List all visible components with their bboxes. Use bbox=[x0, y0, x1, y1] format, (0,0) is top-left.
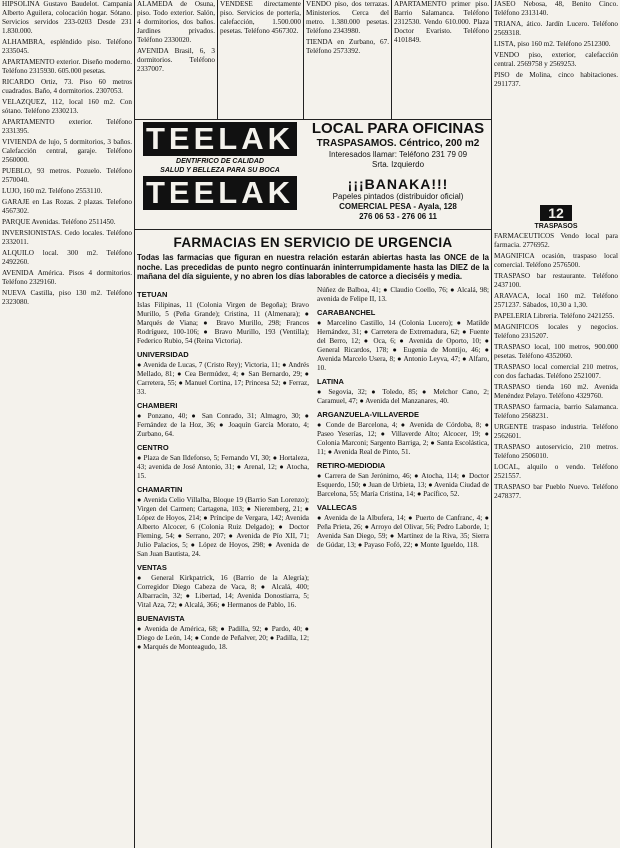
ad-entry: GARAJE en Las Rozas. 2 plazas. Telefono 4567302. bbox=[2, 198, 132, 215]
banaka-address: COMERCIAL PESA - Ayala, 128 bbox=[339, 202, 457, 211]
column-rule bbox=[303, 0, 304, 120]
ad-entry: PUEBLO, 93 metros. Pozuelo. Teléfono 2570040. bbox=[2, 167, 132, 184]
district-list: ● Ponzano, 40; ● San Conrado, 31; Almagro, 30; ● Fernández de la Hoz, 36; ● Joaquín García Morato, 4; Zurbano, 64. bbox=[137, 411, 309, 438]
ad-entry: LISTA, piso 160 m2. Teléfono 2512300. bbox=[494, 40, 611, 48]
ad-entry: APARTAMENTO exterior. Diseño moderno. Teléfono 2315930. 605.000 pesetas. bbox=[2, 58, 132, 75]
district-heading: LATINA bbox=[317, 376, 344, 386]
teelak-tagline: DENTIFRICO DE CALIDAD bbox=[176, 158, 264, 165]
district-heading: VENTAS bbox=[137, 562, 167, 572]
teelak-tagline: SALUD Y BELLEZA PARA SU BOCA bbox=[160, 167, 280, 174]
teelak-brand-bottom: TEELAK bbox=[143, 176, 297, 210]
section-number: 12 bbox=[540, 205, 572, 221]
farmacias-right-column bbox=[317, 286, 489, 654]
column-rule bbox=[391, 0, 392, 120]
district-heading: CHAMARTIN bbox=[137, 484, 183, 494]
ad-entry: HIPSOLINA Gustavo Baudelot. Campania Alberto Aguilera, colocación hogar. Sótano. Servicios servidos 233-0203 Desde 231 1.830.000. bbox=[2, 0, 132, 35]
ad-entry: VENDO piso, dos terrazas. Ministerios. Cerca del metro. 1.380.000 pesetas. Teléfono 2343980. bbox=[306, 0, 389, 35]
farmacias-left-column bbox=[137, 286, 309, 654]
district-heading: BUENAVISTA bbox=[137, 613, 185, 623]
section-label: TRASPASOS bbox=[534, 223, 578, 230]
ad-entry: TRASPASO autoservicio, 210 metros. Teléfono 2506010. bbox=[494, 443, 618, 460]
oficinas-advertisement bbox=[307, 120, 489, 226]
ad-entry: NUEVA Castilla, piso 130 m2. Teléfono 2323080. bbox=[2, 289, 132, 306]
ad-entry: AVENIDA América. Pisos 4 dormitorios. Teléfono 2329160. bbox=[2, 269, 132, 286]
district-heading: CARABANCHEL bbox=[317, 307, 376, 317]
ad-entry: ARAVACA, local 160 m2. Teléfono 2571237. Sábados, 10,30 a 1,30. bbox=[494, 292, 618, 309]
ad-title: LOCAL PARA OFICINAS bbox=[311, 120, 485, 137]
ad-entry: ALAMEDA de Osuna, piso. Todo exterior. Salón, 4 dormitorios, dos baños. Jardines privados. Teléfono 2330020. bbox=[137, 0, 215, 44]
classifieds-column-6 bbox=[494, 0, 618, 200]
ad-entry: PISO de Molina, cinco habitaciones. 2911737. bbox=[494, 71, 618, 88]
ad-entry: TRASPASO bar restaurante. Teléfono 2437100. bbox=[494, 272, 618, 289]
district-list: ● Avenida de América, 68; ● Padilla, 92; ● Pardo, 40; ● Diego de León, 14; ● Conde de Peñalver, 20; ● Padilla, 12; ● Marqués de Monteagudo, 18. bbox=[137, 624, 309, 651]
divider bbox=[135, 229, 491, 230]
ad-entry: PARQUE Avenidas. Teléfono 2511450. bbox=[2, 218, 116, 226]
ad-entry: ALQUILO local. 300 m2. Teléfono 2492260. bbox=[2, 249, 132, 266]
district-heading: CENTRO bbox=[137, 442, 169, 452]
district-list: ● Avenida Celio Villalba, Bloque 19 (Barrio San Lorenzo); Virgen del Carmen; Cartagena, 103; ● Nieremberg, 21; ● López de Hoyos, 214; ● Príncipe de Vergara, 142; Avenida Alberto Alcocer, 6 (Colonia Ruiz Delgado); ● Doctor Fleming, 54; ● Serrano, 207; ● Avenida de Pío XII, 71; Julio Palacios, 5; ● López de Hoyos, 298; ● Avenida de San Juan Bautista, 24. bbox=[137, 495, 309, 558]
ad-entry: VENDO piso, exterior, calefacción central. 2569758 y 2569253. bbox=[494, 51, 618, 68]
teelak-advertisement bbox=[137, 120, 303, 226]
district-list: Núñez de Balboa, 41; ● Claudio Coello, 76; ● Alcalá, 98; avenida de Felipe II, 13. bbox=[317, 285, 489, 303]
banaka-title: ¡¡¡BANAKA!!! bbox=[347, 176, 449, 192]
classifieds-column-4 bbox=[306, 0, 389, 118]
district-list: ● Segovia, 32; ● Toledo, 85; ● Melchor Cano, 2; Caramuel, 47; ● Avenida del Manzanares, 40. bbox=[317, 387, 489, 405]
ad-entry: AVENIDA Brasil, 6, 3 dormitorios. Teléfono 2337007. bbox=[137, 47, 215, 73]
ad-entry: INVERSIONISTAS. Cedo locales. Teléfono 2332011. bbox=[2, 229, 132, 246]
ad-entry: TRASPASO local comercial 210 metros, con dos fachadas. Teléfono 2521007. bbox=[494, 363, 618, 380]
section-12-header bbox=[494, 205, 618, 229]
ad-entry: VELAZQUEZ, 112, local 160 m2. Con sótano. Teléfono 2330213. bbox=[2, 98, 132, 115]
ad-subtitle: TRASPASAMOS. Céntrico, 200 m2 bbox=[316, 138, 480, 149]
district-heading: RETIRO-MEDIODIA bbox=[317, 460, 386, 470]
teelak-brand-top: TEELAK bbox=[143, 122, 297, 156]
district-list: ● Marcelino Castillo, 14 (Colonia Lucero); ● Matilde Hernández, 31; ● Carretera de Extremadura, 62; ● Fuente del Berro, 12; ● Oca, 6; ● Avenida de Oporto, 10; ● General Ricardos, 178; ● Eugenia de Montijo, 46; ● Avenida Marcelo Usera, 8; ● Antonio Leyva, 47; ● Alfaro, 10. bbox=[317, 318, 489, 372]
ad-entry: VENDESE directamente piso. Servicios de portería, calefacción, 1.500.000 pesetas. Teléfono 4567302. bbox=[220, 0, 301, 35]
ad-entry: JASEO Nebosa, 48, Benito Cinco. Teléfono 2313140. bbox=[494, 0, 618, 17]
ad-entry: LUJO, 160 m2. Teléfono 2553110. bbox=[2, 187, 103, 195]
ad-entry: TRASPASO tienda 160 m2. Avenida Menéndez Pelayo. Teléfono 4329760. bbox=[494, 383, 618, 400]
ad-entry: TIENDA en Zurbano, 67. Teléfono 2573392. bbox=[306, 38, 389, 55]
classifieds-column-2 bbox=[137, 0, 215, 118]
classifieds-column-3 bbox=[220, 0, 301, 118]
column-rule bbox=[491, 0, 492, 848]
district-heading: TETUAN bbox=[137, 289, 168, 299]
ad-entry: ALHAMBRA, espléndido piso. Teléfono 2335045. bbox=[2, 38, 132, 55]
ad-entry: URGENTE traspaso industria. Teléfono 2562601. bbox=[494, 423, 618, 440]
ad-entry: FARMACEUTICOS Vendo local para farmacia. 2776952. bbox=[494, 232, 618, 249]
district-heading: UNIVERSIDAD bbox=[137, 349, 189, 359]
district-list: ● General Kirkpatrick, 16 (Barrio de la Alegría); Corregidor Diego Cabeza de Vaca, 8; ● Alcalá, 400; Albarracín, 32; ● Libertad, 14; Avenida Donostiarra, 5; Vital Aza, 72; ● Alcalá, 366; ● Hermanos de Pablo, 16. bbox=[137, 573, 309, 609]
district-heading: VALLECAS bbox=[317, 502, 357, 512]
farmacias-title: FARMACIAS EN SERVICIO DE URGENCIA bbox=[173, 235, 453, 250]
district-list: ● Avenida de la Albufera, 14; ● Puerto de Canfranc, 4; ● Peña Prieta, 26; ● Arroyo del Olivar, 56; Pedro Laborde, 1; Avenida San Diego, 59; ● Martínez de la Riva, 35; Sierra de Gúdar, 13; ● Payaso Fofó, 22; ● Monte Igueldo, 118. bbox=[317, 513, 489, 549]
ad-entry: MAGNIFICOS locales y negocios. Teléfono 2315207. bbox=[494, 323, 618, 340]
district-heading: CHAMBERI bbox=[137, 400, 178, 410]
ad-entry: PAPELERIA Libreria. Teléfono 2421255. bbox=[494, 312, 615, 320]
farmacias-section bbox=[137, 233, 489, 848]
banaka-subtitle: Papeles pintados (distribuidor oficial) bbox=[332, 192, 464, 201]
ad-entry: TRASPASO farmacia, barrio Salamanca. Teléfono 2568231. bbox=[494, 403, 618, 420]
district-list: ● Plaza de San Ildefonso, 5; Fernando VI, 30; ● Hortaleza, 43; avenida de José Antonio, 31; ● Arenal, 12; ● Atocha, 15. bbox=[137, 453, 309, 480]
district-list: Islas Filipinas, 11 (Colonia Virgen de Begoña); Bravo Murillo, 5 (Peña Grande); Cristina, 11 (Almenara); ● Marqués de Viana; ● Bravo Murillo, 298; Francos Rodríguez, 100-106; ● Bravo Murillo, 193 (Ventilla); Federico Rubio, 54 (Reina Victoria). bbox=[137, 300, 309, 345]
column-rule bbox=[217, 0, 218, 120]
ad-contact-name: Srta. Izquierdo bbox=[371, 160, 425, 169]
ad-entry: TRASPASO local, 100 metros, 900.000 pesetas. Teléfono 4352060. bbox=[494, 343, 618, 360]
ad-entry: APARTAMENTO primer piso. Barrio Salamanca. Teléfono 2312530. Vendo 610.000. Plaza Doctor Evaristo. Teléfono 4101849. bbox=[394, 0, 489, 44]
ad-contact: Interesados llamar: Teléfono 231 79 09 bbox=[328, 150, 468, 159]
column-rule bbox=[134, 0, 135, 848]
ad-entry: MAGNIFICA ocasión, traspaso local comercial. Teléfono 2576500. bbox=[494, 252, 618, 269]
district-list: ● Avenida de Lucas, 7 (Cristo Rey); Victoria, 11; ● Andrés Mellado, 81; ● Cea Bermúdez, 4; ● San Bernardo, 29; ● Carretera, 55; ● Manuel Cortina, 17; Princesa 52; ● Ferraz, 33. bbox=[137, 360, 309, 396]
district-list: ● Conde de Barcelona, 4; ● Avenida de Córdoba, 8; ● Paseo Yeserías, 12; ● Villaverde Alto; Alcocer, 19; ● Colonia Marconi; Sargento Barriga, 2; ● Santa Escolástica, 11; ● Avenida Real de Pinto, 51. bbox=[317, 420, 489, 456]
classifieds-column-1 bbox=[2, 0, 132, 848]
classifieds-column-5 bbox=[394, 0, 489, 118]
ad-entry: RICARDO Ortiz, 73. Piso 60 metros cuadrados. Baño, 4 dormitorios. 2307053. bbox=[2, 78, 132, 95]
ad-entry: APARTAMENTO exterior. Teléfono 2331395. bbox=[2, 118, 132, 135]
district-heading: ARGANZUELA-VILLAVERDE bbox=[317, 409, 419, 419]
traspasos-column bbox=[494, 232, 618, 848]
ad-entry: TRASPASO bar Pueblo Nuevo. Teléfono 2478377. bbox=[494, 483, 618, 500]
ad-entry: LOCAL, alquilo o vendo. Teléfono 2521557. bbox=[494, 463, 618, 480]
district-list: ● Carrera de San Jerónimo, 46; ● Atocha, 114; ● Doctor Esquerdo, 150; ● Juan de Urbieta, 13; ● Avenida Ciudad de Barcelona, 55; María Cristina, 14; ● Pacífico, 52. bbox=[317, 471, 489, 498]
ad-entry: VIVIENDA de lujo, 5 dormitorios, 3 baños. Calefacción central, garaje. Teléfono 2560000. bbox=[2, 138, 132, 164]
banaka-phone: 276 06 53 - 276 06 11 bbox=[359, 212, 437, 221]
farmacias-intro: Todas las farmacias que figuran en nuestra relación estarán abiertas hasta las ONCE de la noche. Las precedidas de punto negro continuarán ininterrumpidamente hasta las DIEZ de la mañana del día siguiente, y no abren los días laborables de catorce a dieciséis y media. bbox=[137, 253, 489, 281]
ad-entry: TRIANA, ático. Jardín Lucero. Teléfono 2569318. bbox=[494, 20, 618, 37]
